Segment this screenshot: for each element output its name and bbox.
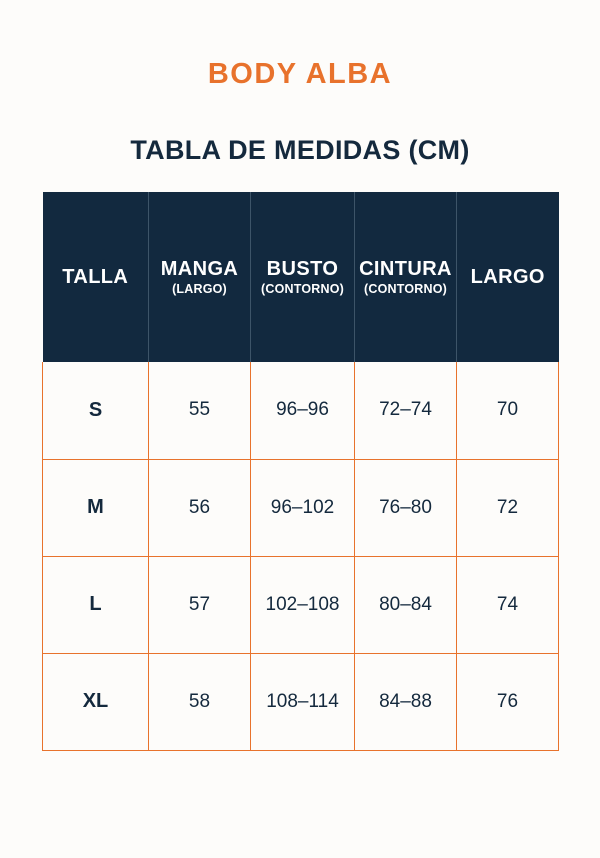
size-chart-page — [0, 58, 600, 858]
brand-title: BODY ALBA — [207, 58, 393, 90]
cell-busto: 102–108 — [251, 556, 355, 653]
column-header-talla — [43, 192, 149, 362]
cell-largo: 74 — [457, 556, 559, 653]
column-header-cintura — [355, 192, 457, 362]
cell-manga: 58 — [149, 653, 251, 750]
cell-cintura: 84–88 — [355, 653, 457, 750]
table-header-row — [43, 192, 559, 362]
cell-cintura: 80–84 — [355, 556, 457, 653]
cell-largo: 76 — [457, 653, 559, 750]
cell-busto: 96–96 — [251, 362, 355, 459]
column-header-busto — [251, 192, 355, 362]
column-header-largo-main: LARGO — [470, 266, 545, 288]
cell-talla: L — [43, 556, 149, 653]
cell-talla: S — [43, 362, 149, 459]
column-header-manga — [149, 192, 251, 362]
column-header-manga-main: MANGA — [160, 258, 239, 280]
cell-manga: 57 — [149, 556, 251, 653]
cell-cintura: 72–74 — [355, 362, 457, 459]
column-header-largo — [457, 192, 559, 362]
table-row — [43, 556, 559, 653]
cell-busto: 108–114 — [251, 653, 355, 750]
cell-manga: 55 — [149, 362, 251, 459]
column-header-cintura-sub: (CONTORNO) — [363, 282, 447, 296]
column-header-talla-main: TALLA — [62, 266, 129, 288]
cell-talla: M — [43, 459, 149, 556]
page-title: TABLA DE MEDIDAS (CM) — [130, 135, 470, 165]
table-body — [43, 362, 559, 750]
cell-cintura: 76–80 — [355, 459, 457, 556]
table-row — [43, 459, 559, 556]
measurements-table — [42, 192, 559, 751]
column-header-busto-main: BUSTO — [266, 258, 339, 280]
cell-manga: 56 — [149, 459, 251, 556]
cell-largo: 70 — [457, 362, 559, 459]
table-row — [43, 362, 559, 459]
cell-largo: 72 — [457, 459, 559, 556]
column-header-manga-sub: (LARGO) — [172, 282, 227, 296]
table-header — [43, 192, 559, 362]
column-header-cintura-main: CINTURA — [359, 258, 452, 280]
column-header-busto-sub: (CONTORNO) — [260, 282, 344, 296]
table-row — [43, 653, 559, 750]
cell-talla: XL — [43, 653, 149, 750]
cell-busto: 96–102 — [251, 459, 355, 556]
